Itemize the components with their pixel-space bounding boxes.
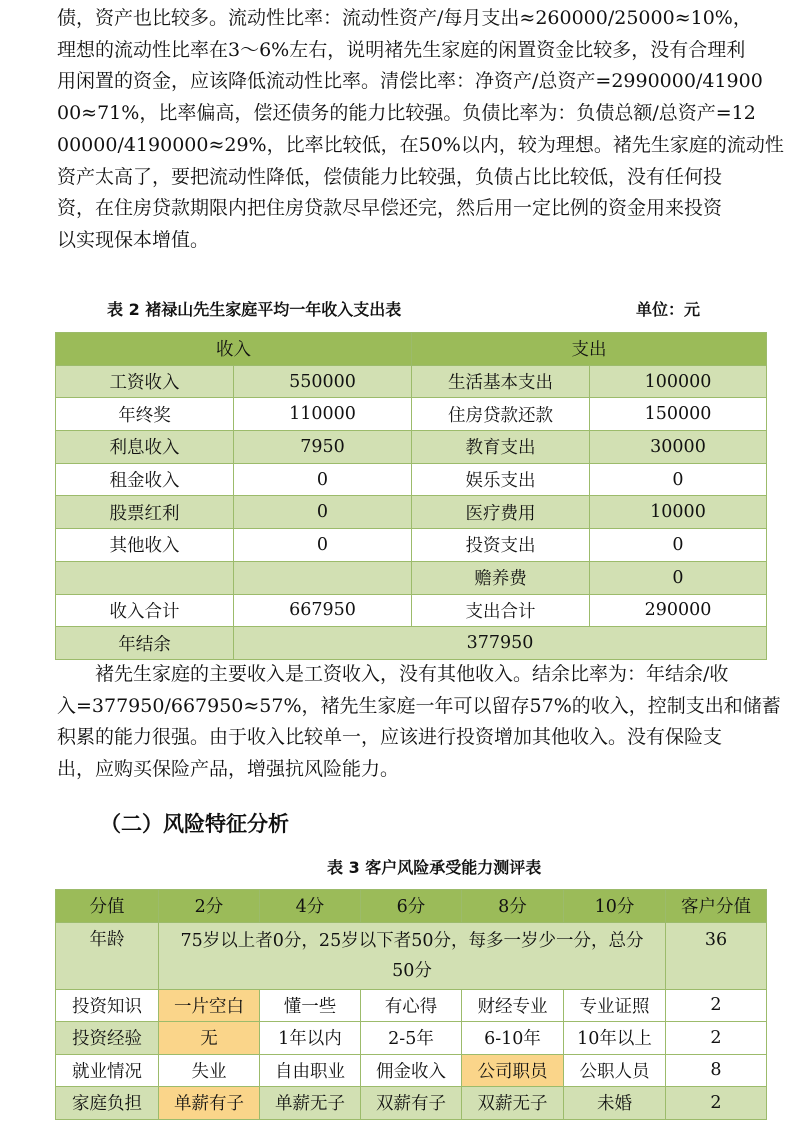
row-label: 家庭负担 (56, 1087, 159, 1120)
table-total-row (56, 594, 767, 627)
table-row (56, 496, 767, 529)
text-line: 以实现保本增值。 (57, 228, 210, 251)
text-line: 资产太高了，要把流动性降低，偿债能力比较强，负债占比比较低，没有任何投 (57, 165, 723, 188)
option-cell: 10年以上 (564, 1022, 666, 1055)
expense-amount: 100000 (590, 365, 767, 398)
table-row (56, 398, 767, 431)
option-cell: 失业 (159, 1054, 260, 1087)
income-item: 租金收入 (56, 463, 234, 496)
table-row (56, 463, 767, 496)
option-cell-selected: 单薪有子 (159, 1087, 260, 1120)
text-line: 债，资产也比较多。流动性比率：流动性资产/每月支出≈260000/25000≈10%， (57, 7, 752, 29)
client-score: 2 (666, 1022, 767, 1055)
table-row (56, 1054, 767, 1087)
income-amount: 110000 (234, 398, 412, 431)
table-row-age (56, 922, 767, 989)
surplus-value: 377950 (234, 627, 767, 660)
header-cell: 客户分值 (666, 890, 767, 923)
option-cell: 自由职业 (260, 1054, 361, 1087)
expense-amount: 0 (590, 529, 767, 562)
income-amount: 7950 (234, 431, 412, 464)
surplus-label: 年结余 (56, 627, 234, 660)
expense-item: 医疗费用 (412, 496, 590, 529)
option-cell: 懂一些 (260, 989, 361, 1022)
expense-amount: 10000 (590, 496, 767, 529)
option-cell: 财经专业 (462, 989, 564, 1022)
option-cell: 有心得 (361, 989, 462, 1022)
income-item: 其他收入 (56, 529, 234, 562)
option-cell: 6-10年 (462, 1022, 564, 1055)
income-item: 工资收入 (56, 365, 234, 398)
table-row (56, 365, 767, 398)
table-row (56, 561, 767, 594)
option-cell: 1年以内 (260, 1022, 361, 1055)
table-row (56, 989, 767, 1022)
text-line: 出，应购买保险产品，增强抗风险能力。 (57, 758, 400, 781)
row-label: 投资经验 (56, 1022, 159, 1055)
table-3-caption: 表 3 客户风险承受能力测评表 (327, 858, 542, 877)
income-item: 年终奖 (56, 398, 234, 431)
income-amount: 0 (234, 463, 412, 496)
income-header: 收入 (56, 333, 412, 366)
option-cell: 双薪无子 (462, 1087, 564, 1120)
text-line: 入=377950/667950≈57%，褚先生家庭一年可以留存57%的收入，控制支出和储蓄 (57, 694, 781, 717)
expense-header: 支出 (412, 333, 767, 366)
body-paragraph-1 (57, 3, 784, 257)
expense-amount: 0 (590, 463, 767, 496)
income-total-label: 收入合计 (56, 594, 234, 627)
header-cell: 分值 (56, 890, 159, 923)
income-amount (234, 561, 412, 594)
income-item (56, 561, 234, 594)
expense-amount: 30000 (590, 431, 767, 464)
row-label: 投资知识 (56, 989, 159, 1022)
header-cell: 4分 (260, 890, 361, 923)
option-cell: 公职人员 (564, 1054, 666, 1087)
header-cell: 10分 (564, 890, 666, 923)
expense-amount: 0 (590, 561, 767, 594)
age-description: 75岁以上者0分，25岁以下者50分，每多一岁少一分，总分50分 (159, 922, 666, 989)
text-line: 00≈71%，比率偏高，偿还债务的能力比较强。负债比率为：负债总额/总资产=12 (57, 102, 756, 125)
header-cell: 6分 (361, 890, 462, 923)
table-row (56, 529, 767, 562)
income-item: 股票红利 (56, 496, 234, 529)
row-label: 年龄 (56, 922, 159, 989)
row-label: 就业情况 (56, 1054, 159, 1087)
income-item: 利息收入 (56, 431, 234, 464)
client-score: 2 (666, 989, 767, 1022)
income-total-value: 667950 (234, 594, 412, 627)
expense-item: 生活基本支出 (412, 365, 590, 398)
expense-item: 娱乐支出 (412, 463, 590, 496)
option-cell: 单薪无子 (260, 1087, 361, 1120)
expense-amount: 150000 (590, 398, 767, 431)
risk-assessment-table (55, 889, 767, 1120)
text-line: 00000/4190000≈29%，比率比较低，在50%以内，较为理想。褚先生家庭的流动性 (57, 133, 784, 156)
table-row (56, 431, 767, 464)
income-amount: 0 (234, 496, 412, 529)
option-cell: 佣金收入 (361, 1054, 462, 1087)
option-cell: 2-5年 (361, 1022, 462, 1055)
income-amount: 0 (234, 529, 412, 562)
option-cell: 未婚 (564, 1087, 666, 1120)
expense-item: 投资支出 (412, 529, 590, 562)
text-line: 理想的流动性比率在3～6%左右，说明褚先生家庭的闲置资金比较多，没有合理利 (57, 38, 746, 61)
income-amount: 550000 (234, 365, 412, 398)
table-2-unit: 单位：元 (636, 300, 701, 319)
expense-total-label: 支出合计 (412, 594, 590, 627)
option-cell: 双薪有子 (361, 1087, 462, 1120)
table-header-row (56, 333, 767, 366)
expense-item: 教育支出 (412, 431, 590, 464)
client-score: 8 (666, 1054, 767, 1087)
option-cell-selected: 公司职员 (462, 1054, 564, 1087)
text-line: 积累的能力很强。由于收入比较单一，应该进行投资增加其他收入。没有保险支 (57, 726, 723, 749)
client-score: 36 (666, 922, 767, 989)
expense-item: 住房贷款还款 (412, 398, 590, 431)
header-cell: 8分 (462, 890, 564, 923)
income-expense-table (55, 332, 767, 660)
expense-total-value: 290000 (590, 594, 767, 627)
option-cell-selected: 无 (159, 1022, 260, 1055)
body-paragraph-2 (57, 659, 781, 786)
text-line: 资，在住房贷款期限内把住房贷款尽早偿还完，然后用一定比例的资金用来投资 (57, 197, 723, 220)
client-score: 2 (666, 1087, 767, 1120)
table-surplus-row (56, 627, 767, 660)
option-cell: 专业证照 (564, 989, 666, 1022)
table-2-caption: 表 2 褚禄山先生家庭平均一年收入支出表 (107, 300, 402, 319)
section-heading: （二）风险特征分析 (100, 812, 289, 836)
text-line: 用闲置的资金，应该降低流动性比率。清偿比率：净资产/总资产=2990000/41900 (57, 70, 763, 93)
text-line: 褚先生家庭的主要收入是工资收入，没有其他收入。结余比率为：年结余/收 (95, 663, 729, 685)
table-row (56, 1087, 767, 1120)
option-cell-selected: 一片空白 (159, 989, 260, 1022)
table-row (56, 1022, 767, 1055)
table-header-row (56, 890, 767, 923)
expense-item: 赡养费 (412, 561, 590, 594)
header-cell: 2分 (159, 890, 260, 923)
